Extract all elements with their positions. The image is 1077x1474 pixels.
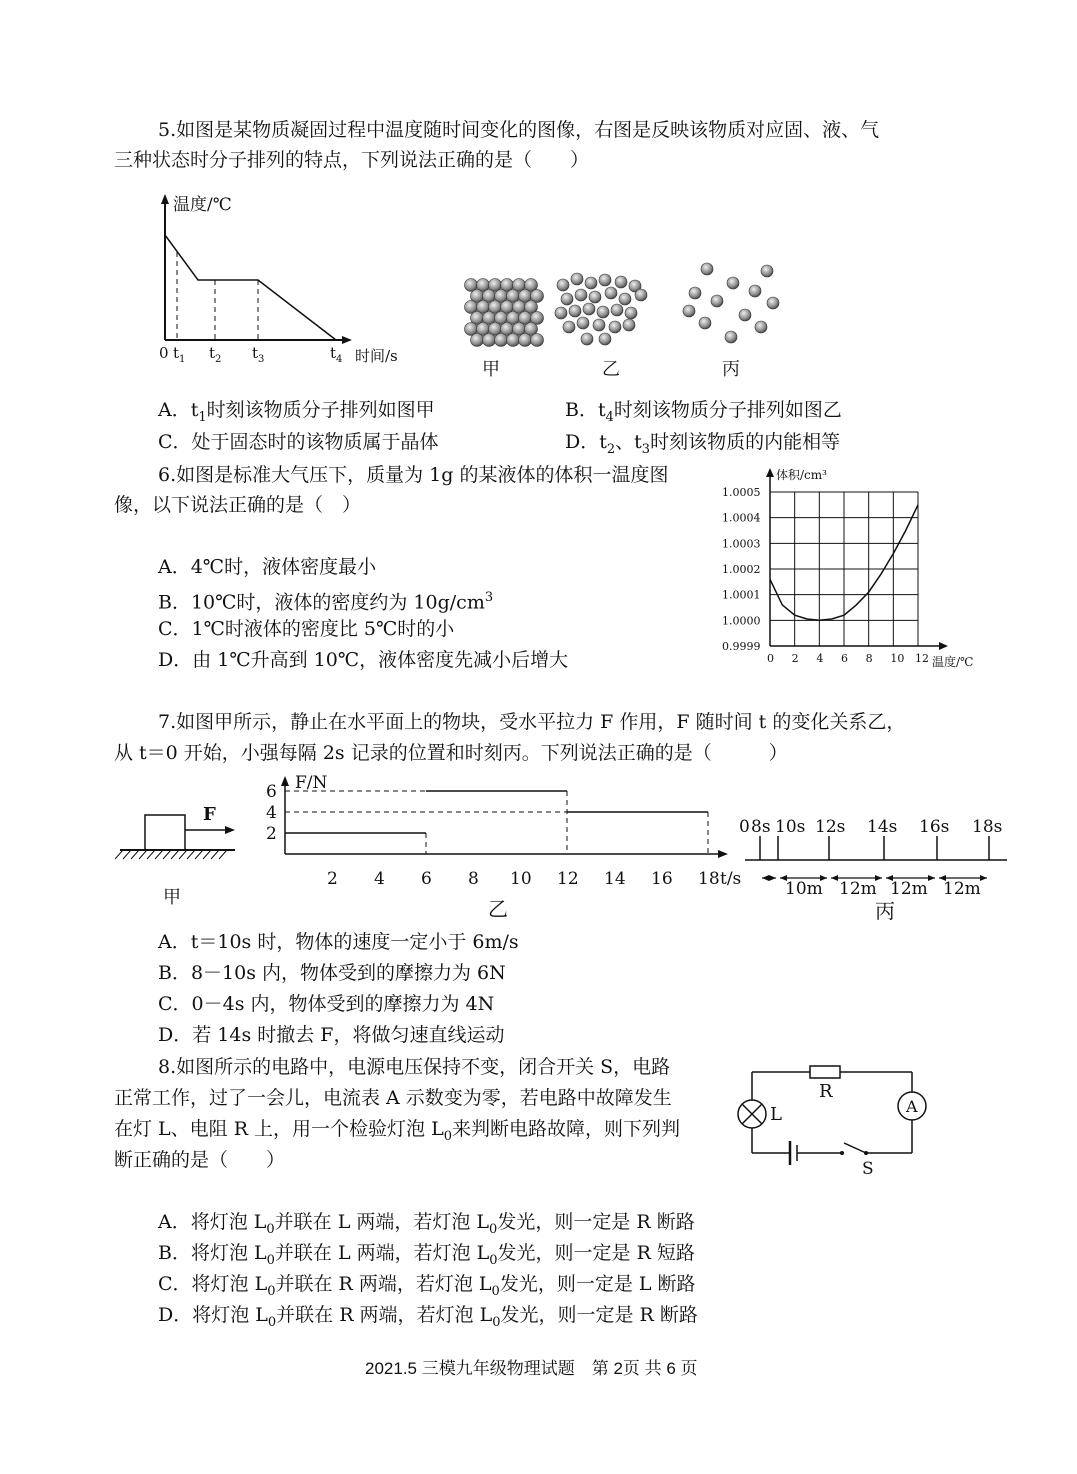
x-tick-label: 10 bbox=[510, 869, 532, 889]
x-tick-label: 18 bbox=[698, 869, 720, 889]
arrow-head bbox=[928, 875, 935, 881]
x-axis-arrow bbox=[939, 642, 948, 650]
gas-molecule bbox=[701, 263, 713, 275]
liquid-molecule bbox=[569, 305, 581, 317]
q8-option-c: C．将灯泡 $L_0$并联在 R 两端，若灯泡 $L_0$发光，则一定是 L 断路 bbox=[158, 1273, 696, 1299]
liquid-molecule bbox=[593, 319, 605, 331]
gas-molecule bbox=[683, 305, 695, 317]
resistor-r bbox=[810, 1066, 840, 1078]
q5-stem-line1: 5.如图是某物质凝固过程中温度随时间变化的图像，右图是反映该物质对应固、液、气 bbox=[158, 119, 880, 141]
hatch-line bbox=[147, 850, 155, 859]
time-label: 18s bbox=[972, 817, 1003, 837]
liquid-molecules bbox=[555, 273, 647, 345]
q5-option-a: A．$t_1$时刻该物质分子排列如图甲 bbox=[158, 399, 435, 425]
liquid-molecule bbox=[563, 321, 575, 333]
hatch-line bbox=[131, 850, 139, 859]
q5-option-c: C．处于固态时的该物质属于晶体 bbox=[158, 431, 439, 453]
q6-option-a: A．4℃时，液体密度最小 bbox=[158, 556, 377, 578]
q5-tick-t1: t bbox=[173, 344, 180, 362]
q8-option-d: D．将灯泡 $L_0$并联在 R 两端，若灯泡 $L_0$发光，则一定是 R 断路 bbox=[158, 1304, 698, 1330]
q5-origin: 0 bbox=[159, 344, 169, 362]
liquid-molecule bbox=[605, 287, 617, 299]
solid-molecule bbox=[519, 334, 532, 347]
q5-option-b: B．$t_4$时刻该物质分子排列如图乙 bbox=[565, 399, 842, 425]
ground-hatching bbox=[115, 850, 227, 859]
fig-caption: 丙 bbox=[875, 899, 895, 923]
solid-molecule bbox=[495, 334, 508, 347]
q6-volume-temperature-chart bbox=[716, 462, 986, 677]
x-tick-label: 8 bbox=[865, 652, 873, 665]
molecule-label-bing: 丙 bbox=[722, 359, 740, 380]
y-tick-label: 1.0004 bbox=[722, 511, 761, 525]
x-tick-label: 0 bbox=[767, 652, 774, 665]
q7-option-a: A．t＝10s 时，物体的速度一定小于 6m/s bbox=[158, 931, 519, 953]
liquid-molecule bbox=[585, 277, 597, 289]
svg-text:t2: $t_2$ bbox=[209, 344, 222, 365]
q5-ylabel: 温度/℃ bbox=[173, 195, 232, 215]
liquid-molecule bbox=[575, 289, 587, 301]
y-axis-arrow bbox=[281, 776, 289, 786]
q7-stem-line2: 从 t＝0 开始，小强每隔 2s 记录的位置和时刻丙。下列说法正确的是（ ） bbox=[114, 742, 788, 764]
label-s: S bbox=[862, 1159, 874, 1179]
solid-molecule bbox=[507, 334, 520, 347]
y-tick-label: 6 bbox=[266, 782, 277, 802]
x-axis-label: t/s bbox=[720, 869, 742, 889]
q8-stem-line3: 在灯 L、电阻 R 上，用一个检验灯泡 $L_0$来判断电路故障，则下列判 bbox=[114, 1118, 680, 1144]
x-axis-label: 温度/℃ bbox=[932, 655, 974, 669]
q7-option-b: B．8－10s 内，物体受到的摩擦力为 6N bbox=[158, 962, 506, 984]
arrow-head bbox=[980, 875, 987, 881]
y-tick-label: 1.0002 bbox=[722, 563, 761, 576]
x-tick-label: 12 bbox=[557, 869, 579, 889]
liquid-molecule bbox=[599, 333, 611, 345]
q5-xlabel: 时间/s bbox=[355, 347, 398, 365]
hatch-line bbox=[163, 850, 171, 859]
liquid-molecule bbox=[571, 273, 583, 285]
hatch-line bbox=[123, 850, 131, 859]
x-tick-label: 10 bbox=[890, 652, 905, 665]
q5-tick-t4: t bbox=[330, 344, 337, 362]
gas-molecule bbox=[761, 265, 773, 277]
q6-option-c: C．1℃时液体的密度比 5℃时的小 bbox=[158, 618, 455, 640]
hatch-line bbox=[155, 850, 163, 859]
q7-option-c: C．0－4s 内，物体受到的摩擦力为 4N bbox=[158, 993, 495, 1015]
liquid-molecule bbox=[609, 321, 621, 333]
q8-stem-line1: 8.如图所示的电路中，电源电压保持不变，闭合开关 S，电路 bbox=[158, 1056, 671, 1078]
time-label: 10s bbox=[775, 817, 806, 837]
time-label: 8s bbox=[751, 817, 771, 837]
q8-option-b: B．将灯泡 $L_0$并联在 L 两端，若灯泡 $L_0$发光，则一定是 R 短路 bbox=[158, 1242, 695, 1268]
q5-option-d: D．$t_2$、$t_3$时刻该物质的内能相等 bbox=[565, 431, 841, 457]
block bbox=[145, 815, 185, 850]
y-tick-label: 2 bbox=[266, 824, 277, 844]
gas-molecule bbox=[739, 309, 751, 321]
liquid-molecule bbox=[635, 289, 647, 301]
q5-temperature-graph bbox=[140, 190, 420, 370]
hatch-line bbox=[203, 850, 211, 859]
svg-text:t1: $t_1$ bbox=[173, 344, 186, 365]
x-tick-label: 14 bbox=[604, 869, 626, 889]
hatch-line bbox=[171, 850, 179, 859]
label-a: A bbox=[906, 1097, 918, 1116]
y-axis-label: 体积/cm³ bbox=[776, 468, 827, 482]
svg-text:t4: $t_4$ bbox=[330, 344, 343, 365]
x-axis-arrow bbox=[718, 850, 728, 858]
q8-stem-line4: 断正确的是（ ） bbox=[114, 1149, 286, 1171]
q5-tick-t3: t bbox=[252, 344, 259, 362]
liquid-molecule bbox=[589, 291, 601, 303]
y-tick-label: 1.0005 bbox=[722, 486, 761, 499]
y-tick-label: 1.0003 bbox=[722, 537, 761, 551]
liquid-molecule bbox=[623, 319, 635, 331]
y-tick-label: 1.0001 bbox=[722, 588, 761, 602]
time-label: 16s bbox=[919, 817, 950, 837]
solid-molecule bbox=[483, 334, 496, 347]
distance-label: 12m bbox=[890, 879, 928, 899]
label-l: L bbox=[770, 1104, 782, 1125]
q6-option-d: D．由 1℃升高到 10℃，液体密度先减小后增大 bbox=[158, 649, 569, 671]
q8-circuit-diagram bbox=[732, 1060, 937, 1180]
liquid-molecule bbox=[561, 293, 573, 305]
q7-fig-jia bbox=[115, 795, 245, 915]
gas-molecule bbox=[767, 297, 779, 309]
x-tick-label: 8 bbox=[468, 869, 479, 889]
gas-molecules bbox=[683, 263, 779, 343]
y-tick-label: 1.0000 bbox=[722, 614, 761, 628]
gas-molecule bbox=[689, 287, 701, 299]
liquid-molecule bbox=[555, 307, 567, 319]
label-r: R bbox=[819, 1081, 833, 1102]
x-tick-label: 4 bbox=[816, 652, 824, 665]
solid-molecules bbox=[465, 279, 544, 347]
solid-molecule bbox=[531, 334, 544, 347]
q5-molecule-diagrams bbox=[455, 255, 795, 380]
q5-tick-t2: t bbox=[209, 344, 216, 362]
page-footer: 2021.5 三模九年级物理试题 第 2页 共 6 页 bbox=[365, 1359, 698, 1378]
hatch-line bbox=[219, 850, 227, 859]
hatch-line bbox=[211, 850, 219, 859]
gas-molecule bbox=[711, 295, 723, 307]
x-tick-label: 4 bbox=[374, 869, 385, 889]
x-tick-label: 16 bbox=[651, 869, 673, 889]
time-label: 0 bbox=[739, 817, 750, 837]
x-tick-label: 2 bbox=[791, 652, 799, 665]
liquid-molecule bbox=[599, 274, 611, 286]
q8-option-a: A．将灯泡 $L_0$并联在 L 两端，若灯泡 $L_0$发光，则一定是 R 断路 bbox=[158, 1211, 695, 1237]
arrow-head bbox=[769, 875, 776, 881]
liquid-molecule bbox=[625, 307, 637, 319]
liquid-molecule bbox=[611, 304, 623, 316]
fig-jia-caption: 甲 bbox=[163, 887, 181, 908]
solid-molecule bbox=[471, 334, 484, 347]
q8-stem-line2: 正常工作，过了一会儿，电流表 A 示数变为零，若电路中故障发生 bbox=[114, 1087, 672, 1109]
gas-molecule bbox=[727, 277, 739, 289]
q6-stem-line1: 6.如图是标准大气压下，质量为 1g 的某液体的体积一温度图 bbox=[158, 464, 669, 486]
y-axis-label: F/N bbox=[295, 773, 328, 793]
arrow-head bbox=[762, 875, 769, 881]
liquid-molecule bbox=[577, 317, 589, 329]
x-tick-label: 2 bbox=[327, 869, 338, 889]
q7-force-time-chart bbox=[250, 770, 745, 925]
y-axis-arrow bbox=[766, 468, 774, 477]
molecule-label-yi: 乙 bbox=[602, 359, 620, 380]
liquid-molecule bbox=[581, 333, 593, 345]
x-tick-label: 6 bbox=[421, 869, 432, 889]
hatch-line bbox=[179, 850, 187, 859]
q7-stem-line1: 7.如图甲所示，静止在水平面上的物块，受水平拉力 F 作用，F 随时间 t 的变化关系乙， bbox=[158, 711, 906, 733]
q5-stem-line2: 三种状态时分子排列的特点，下列说法正确的是（ ） bbox=[114, 149, 590, 171]
distance-label: 12m bbox=[839, 879, 877, 899]
svg-text:t3: $t_3$ bbox=[252, 344, 265, 365]
gas-molecule bbox=[749, 285, 761, 297]
time-label: 14s bbox=[867, 817, 898, 837]
gas-molecule bbox=[699, 317, 711, 329]
y-tick-label: 4 bbox=[266, 803, 277, 823]
y-tick-label: 0.9999 bbox=[722, 640, 761, 653]
hatch-line bbox=[195, 850, 203, 859]
gas-molecule bbox=[725, 331, 737, 343]
liquid-molecule bbox=[615, 276, 627, 288]
liquid-molecule bbox=[557, 279, 569, 291]
q7-fig-bing bbox=[735, 812, 1025, 927]
q6-option-b: B．10℃时，液体的密度约为 $10g/cm^3$ bbox=[158, 590, 494, 614]
x-tick-label: 6 bbox=[841, 652, 848, 665]
time-label: 12s bbox=[815, 817, 846, 837]
distance-label: 10m bbox=[785, 879, 823, 899]
chart-caption: 乙 bbox=[488, 897, 508, 921]
liquid-molecule bbox=[619, 293, 631, 305]
distance-label: 12m bbox=[943, 879, 981, 899]
liquid-molecule bbox=[597, 306, 609, 318]
force-label: F bbox=[203, 804, 216, 825]
hatch-line bbox=[187, 850, 195, 859]
arrow-head bbox=[831, 875, 838, 881]
hatch-line bbox=[115, 850, 123, 859]
liquid-molecule bbox=[583, 303, 595, 315]
molecule-label-jia: 甲 bbox=[482, 359, 500, 380]
gas-molecule bbox=[755, 321, 767, 333]
hatch-line bbox=[139, 850, 147, 859]
q7-option-d: D．若 14s 时撤去 F，将做匀速直线运动 bbox=[158, 1024, 505, 1046]
x-tick-label: 12 bbox=[915, 652, 929, 665]
q6-stem-line2: 像，以下说法正确的是（ ） bbox=[114, 494, 362, 516]
